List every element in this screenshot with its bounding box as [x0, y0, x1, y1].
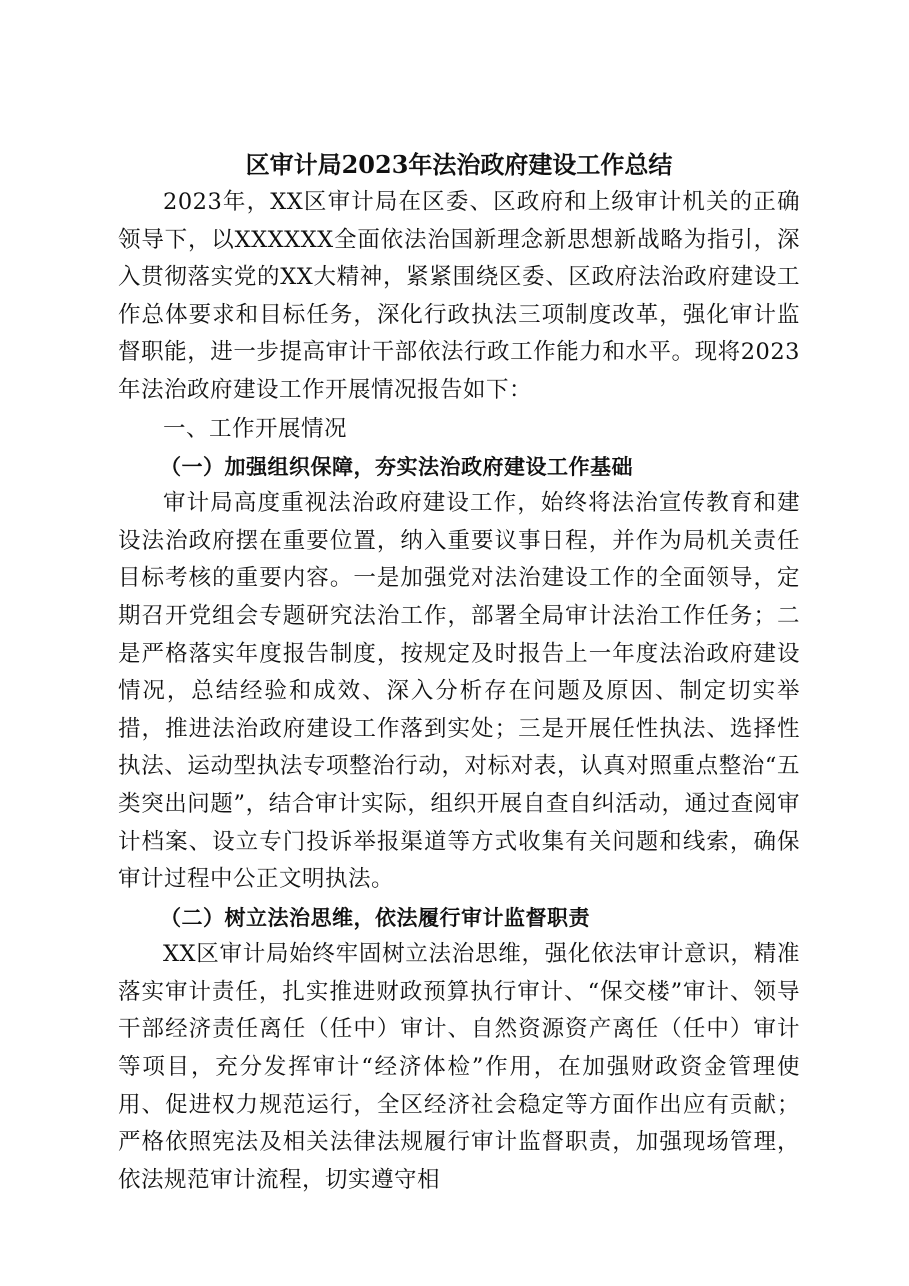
section-heading-work-progress: 一、工作开展情况 — [163, 415, 348, 442]
subsection-heading-organization: （一）加强组织保障，夯实法治政府建设工作基础 — [160, 453, 633, 479]
subsection-heading-audit-duty: （二）树立法治思维，依法履行审计监督职责 — [160, 904, 590, 930]
subsection-paragraph-organization: 审计局高度重视法治政府建设工作，始终将法治宣传教育和建设法治政府摆在重要位置，纳入重要议事日程，并作为局机关责任目标考核的重要内容。一是加强党对法治建设工作的全面领导，定期召开党组会专题研究法治工作，部署全局审计法治工作任务；二是严格落实年度报告制度，按规定及时报告上一年度法治政府建设情况，总结经验和成效、深入分析存在问题及原因、制定切实举措，推进法治政府建设工作落到实处；三是开展任性执法、选择性执法、运动型执法专项整治行动，对标对表，认真对照重点整治“五类突出问题”，结合审计实际，组织开展自查自纠活动，通过查阅审计档案、设立专门投诉举报渠道等方式收集有关问题和线索，确保审计过程中公正文明执法。 — [118, 490, 800, 893]
document-title: 区审计局2023年法治政府建设工作总结 — [245, 150, 673, 179]
document-content — [118, 146, 800, 1199]
subsection-paragraph-audit-duty: XX区审计局始终牢固树立法治思维，强化依法审计意识，精准落实审计责任，扎实推进财政预算执行审计、“保交楼”审计、领导干部经济责任离任（任中）审计、自然资源资产离任（任中）审计等项目，充分发挥审计“经济体检”作用，在加强财政资金管理使用、促进权力规范运行，全区经济社会稳定等方面作出应有贡献；严格依照宪法及相关法律法规履行审计监督职责，加强现场管理，依法规范审计流程，切实遵守相 — [118, 941, 800, 1193]
intro-paragraph: 2023年，XX区审计局在区委、区政府和上级审计机关的正确领导下，以XXXXXX全面依法治国新理念新思想新战略为指引，深入贯彻落实党的XX大精神，紧紧围绕区委、区政府法治政府建设工作总体要求和目标任务，深化行政执法三项制度改革，强化审计监督职能，进一步提高审计干部依法行政工作能力和水平。现将2023年法治政府建设工作开展情况报告如下： — [118, 189, 800, 403]
